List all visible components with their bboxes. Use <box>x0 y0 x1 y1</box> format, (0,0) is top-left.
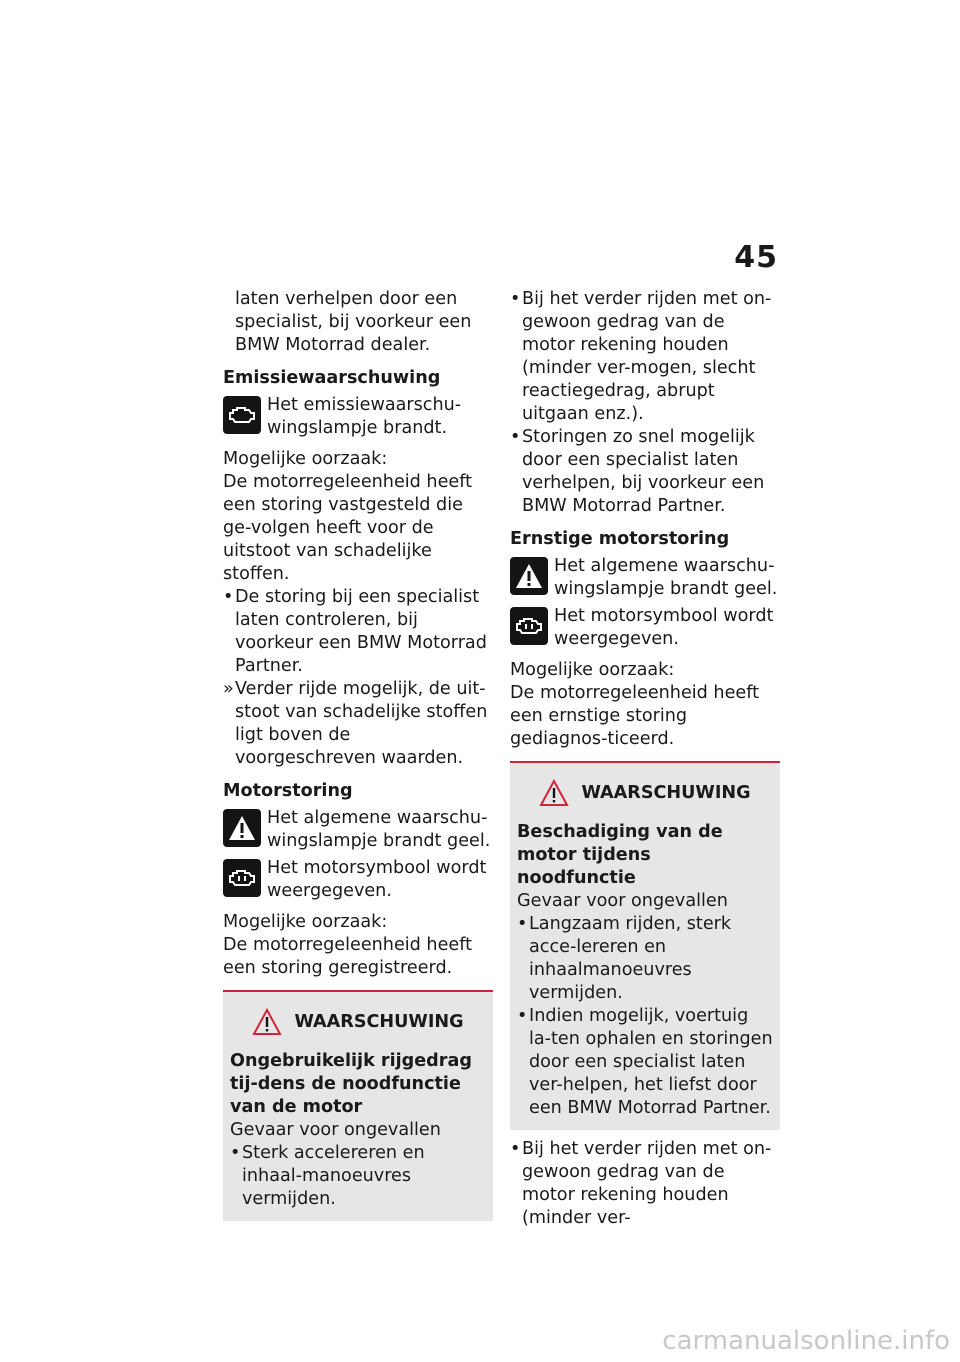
right-bullet-2 <box>510 426 780 518</box>
motor-fault-cause-label: Mogelijke oorzaak: <box>223 912 388 932</box>
warning-bullet-1 <box>517 913 773 1005</box>
warning-header <box>517 779 773 807</box>
serious-cause-label: Mogelijke oorzaak: <box>510 660 675 680</box>
motor-fault-lamp2-text: Het motorsymbool wordt weergegeven. <box>267 858 487 901</box>
serious-cause-text: De motorregeleenheid heeft een ernstige storing gediagnos-ticeerd. <box>510 683 760 749</box>
motor-fault-lamp1-row <box>223 807 493 853</box>
right-bullet-3 <box>510 1138 780 1230</box>
emission-result <box>223 678 493 770</box>
engine-icon <box>510 607 548 645</box>
serious-fault-heading: Ernstige motorstoring <box>510 529 730 549</box>
motor-fault-cause-text: De motorregeleenheid heeft een storing geregistreerd. <box>223 935 473 978</box>
warning-box <box>510 761 780 1130</box>
motor-fault-lamp2-row <box>223 857 493 903</box>
emission-lamp-row <box>223 394 493 440</box>
warning-triangle-icon <box>510 557 548 595</box>
bullet-marker: • <box>510 289 521 309</box>
intro-text: laten verhelpen door een specialist, bij voorkeur een BMW Motorrad dealer. <box>235 289 472 355</box>
engine-icon <box>223 396 261 434</box>
warning-bullet-1-text: Langzaam rijden, sterk acce-lereren en inhaalmanoeuvres vermijden. <box>529 914 732 1003</box>
motor-fault-heading: Motorstoring <box>223 781 353 801</box>
emission-bullet <box>223 586 493 678</box>
bullet-marker: • <box>230 1143 241 1163</box>
warning-danger: Gevaar voor ongevallen <box>517 891 728 911</box>
warning-title: WAARSCHUWING <box>294 1011 464 1032</box>
warning-bullet <box>230 1142 486 1211</box>
warning-title: WAARSCHUWING <box>581 782 751 803</box>
serious-lamp2-row <box>510 605 780 651</box>
emission-cause-label: Mogelijke oorzaak: <box>223 449 388 469</box>
warning-box <box>223 990 493 1221</box>
emission-result-text: Verder rijde mogelijk, de uit-stoot van schadelijke stoffen ligt boven de voorgeschreven waarden. <box>235 679 488 768</box>
right-bullet-1-text: Bij het verder rijden met on-gewoon gedrag van de motor rekening houden (minder ver-mogen, slecht reactiegedrag, abrupt uitgaan enz.). <box>522 289 772 424</box>
serious-lamp2-text: Het motorsymbool wordt weergegeven. <box>554 606 774 649</box>
emission-cause-text: De motorregeleenheid heeft een storing vastgesteld die ge-volgen heeft voor de uitstoot van schadelijke stoffen. <box>223 472 473 584</box>
emission-heading: Emissiewaarschuwing <box>223 368 441 388</box>
right-bullet-1 <box>510 288 780 426</box>
serious-lamp1-text: Het algemene waarschu-wingslampje brandt geel. <box>554 556 778 599</box>
motor-fault-lamp1-text: Het algemene waarschu-wingslampje brandt geel. <box>267 808 491 851</box>
right-bullet-2-text: Storingen zo snel mogelijk door een specialist laten verhelpen, bij voorkeur een BMW Motorrad Partner. <box>522 427 765 516</box>
result-marker: » <box>223 679 234 699</box>
bullet-marker: • <box>510 1139 521 1159</box>
warning-bullet-text: Sterk accelereren en inhaal-manoeuvres vermijden. <box>242 1143 425 1209</box>
warning-bullet-2-text: Indien mogelijk, voertuig la-ten ophalen en storingen door een specialist laten ver-helpen, het liefst door een BMW Motorrad Partner. <box>529 1006 773 1118</box>
warning-subtitle: Ongebruikelijk rijgedrag tij-dens de noodfunctie van de motor <box>230 1051 472 1117</box>
warning-bullet-2 <box>517 1005 773 1120</box>
bullet-marker: • <box>510 427 521 447</box>
warning-danger: Gevaar voor ongevallen <box>230 1120 441 1140</box>
left-column <box>223 288 493 1221</box>
warning-triangle-icon <box>223 809 261 847</box>
emission-bullet-text: De storing bij een specialist laten controleren, bij voorkeur een BMW Motorrad Partner. <box>235 587 487 676</box>
warning-header <box>230 1008 486 1036</box>
bullet-marker: • <box>223 587 234 607</box>
page-number: 45 <box>734 240 778 275</box>
emission-lamp-text: Het emissiewaarschu-wingslampje brandt. <box>267 395 462 438</box>
bullet-marker: • <box>517 914 528 934</box>
watermark: carmanualsonline.info <box>662 1326 950 1356</box>
right-bullet-3-text: Bij het verder rijden met on-gewoon gedrag van de motor rekening houden (minder ver- <box>522 1139 772 1228</box>
warning-triangle-icon <box>252 1008 282 1036</box>
engine-icon <box>223 859 261 897</box>
right-column <box>510 288 780 1230</box>
warning-triangle-icon <box>539 779 569 807</box>
bullet-marker: • <box>517 1006 528 1026</box>
serious-lamp1-row <box>510 555 780 601</box>
warning-subtitle: Beschadiging van de motor tijdens noodfunctie <box>517 822 723 888</box>
